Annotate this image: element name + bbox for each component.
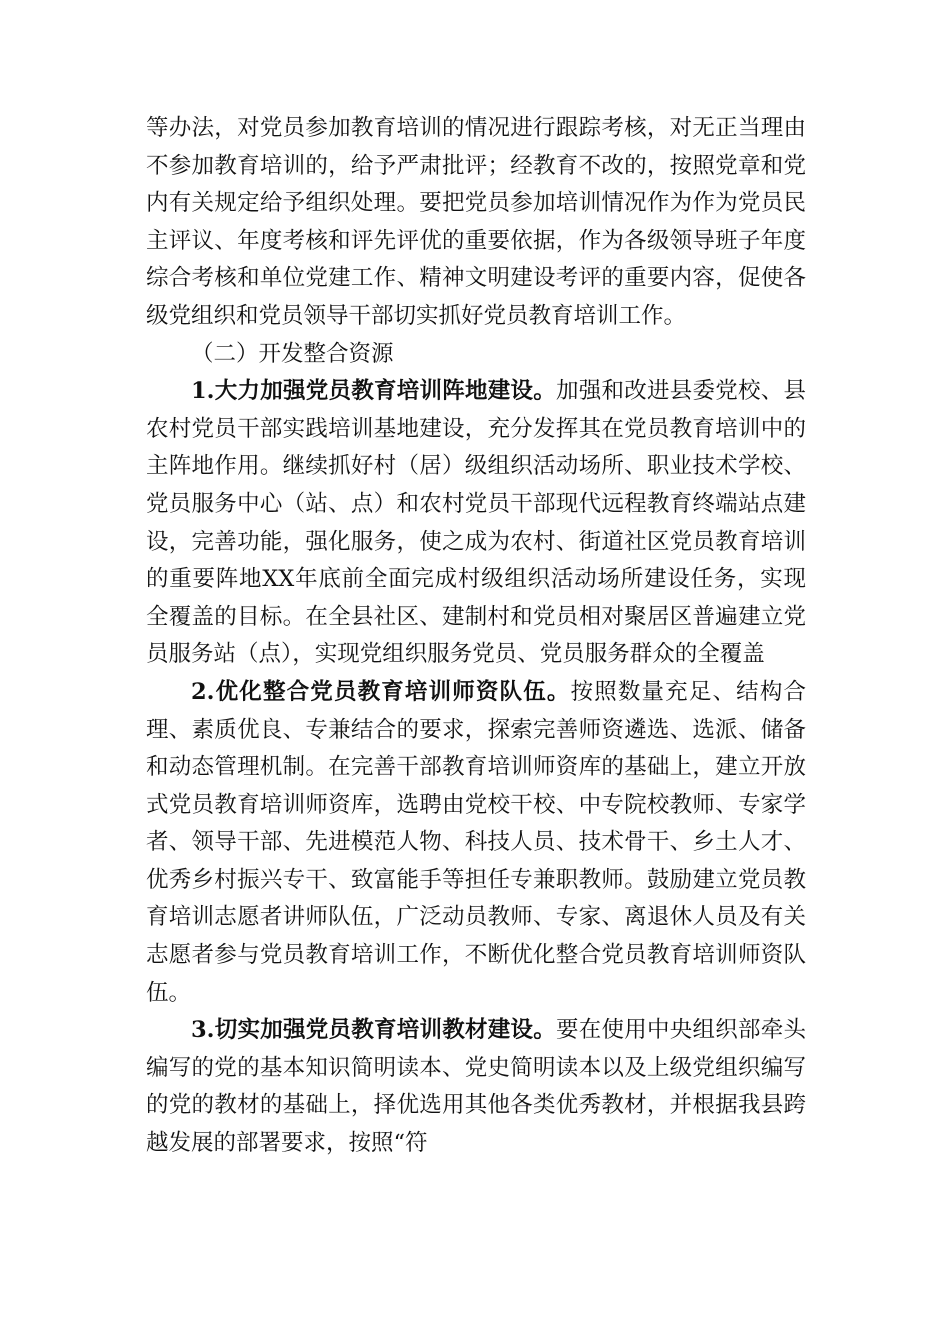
item-1-body: 加强和改进县委党校、县农村党员干部实践培训基地建设，充分发挥其在党员教育培训中的主阵地作用。继续抓好村（居）级组织活动场所、职业技术学校、党员服务中心（站、点）和农村党员干部现代远程教育终端站点建设，完善功能，强化服务，使之成为农村、街道社区党员教育培训的重要阵地XX年底前全面完成村级组织活动场所建设任务，实现全覆盖的目标。在全县社区、建制村和党员相对聚居区普遍建立党员服务站（点），实现党组织服务党员、党员服务群众的全覆盖 bbox=[146, 378, 806, 668]
item-3-body: 要在使用中央组织部牵头编写的党的基本知识简明读本、党史简明读本以及上级党组织编写的党的教材的基础上，择优选用其他各类优秀教材，并根据我县跨越发展的部署要求，按照“符 bbox=[146, 1017, 806, 1157]
item-3-lead: 3.切实加强党员教育培训教材建设。 bbox=[191, 1017, 556, 1044]
item-2-lead: 2.优化整合党员教育培训师资队伍。 bbox=[191, 678, 571, 705]
section-heading: （二）开发整合资源 bbox=[191, 340, 394, 367]
paragraph-item-1 bbox=[146, 373, 806, 674]
item-1-lead: 1.大力加强党员教育培训阵地建设。 bbox=[191, 378, 556, 405]
document-page bbox=[146, 110, 806, 1163]
paragraph-item-2 bbox=[146, 674, 806, 1012]
item-2-body: 按照数量充足、结构合理、素质优良、专兼结合的要求，探索完善师资遴选、选派、储备和动态管理机制。在完善干部教育培训师资库的基础上，建立开放式党员教育培训师资库，选聘由党校干校、中专院校教师、专家学者、领导干部、先进模范人物、科技人员、技术骨干、乡土人才、优秀乡村振兴专干、致富能手等担任专兼职教师。鼓励建立党员教育培训志愿者讲师队伍，广泛动员教师、专家、离退休人员及有关志愿者参与党员教育培训工作，不断优化整合党员教育培训师资队伍。 bbox=[146, 678, 806, 1006]
paragraph-item-3 bbox=[146, 1012, 806, 1162]
paragraph-intro: 等办法，对党员参加教育培训的情况进行跟踪考核，对无正当理由不参加教育培训的，给予严肃批评；经教育不改的，按照党章和党内有关规定给予组织处理。要把党员参加培训情况作为作为党员民主评议、年度考核和评先评优的重要依据，作为各级领导班子年度综合考核和单位党建工作、精神文明建设考评的重要内容，促使各级党组织和党员领导干部切实抓好党员教育培训工作。 bbox=[146, 115, 806, 329]
